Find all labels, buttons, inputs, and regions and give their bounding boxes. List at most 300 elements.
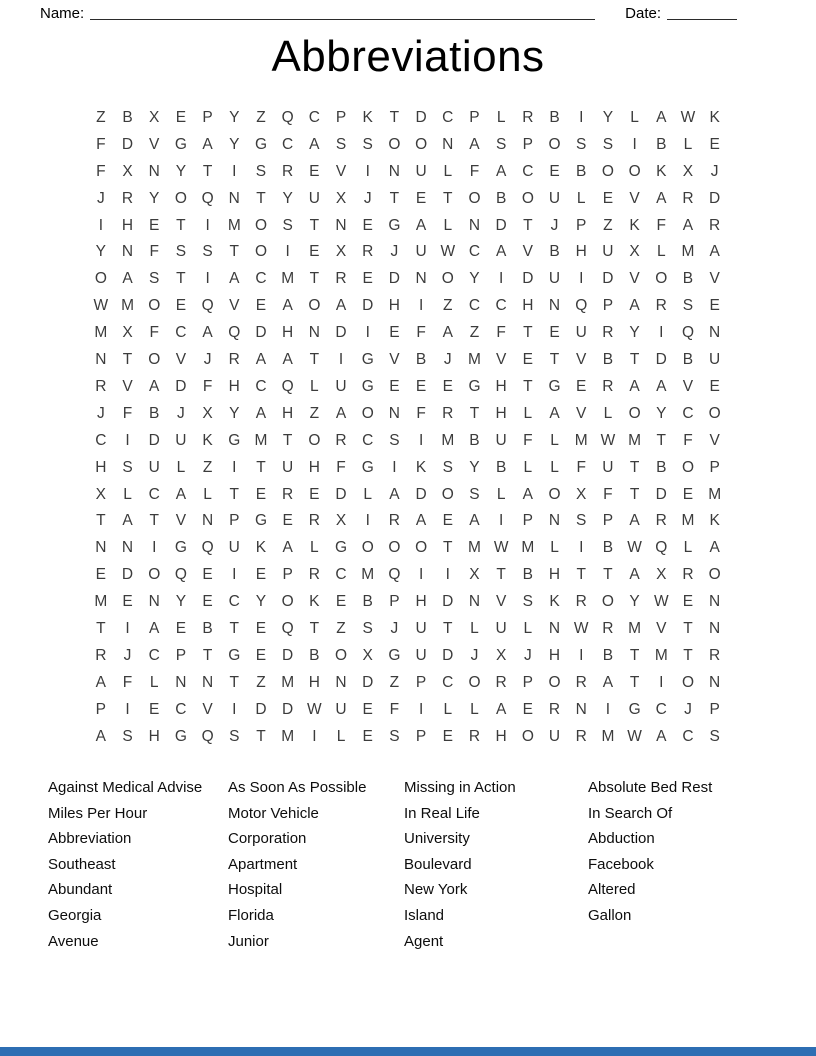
grid-letter: Z [256, 673, 266, 691]
grid-letter: O [628, 162, 641, 180]
grid-letter: I [232, 162, 237, 180]
grid-letter: E [389, 324, 400, 342]
grid-letter: R [282, 485, 294, 503]
grid-letter: Z [202, 458, 213, 476]
grid-letter: E [682, 485, 694, 503]
grid-letter: A [629, 512, 640, 530]
grid-letter: A [229, 270, 240, 288]
grid-letter: I [365, 162, 370, 180]
grid-letter: J [523, 646, 532, 664]
grid-letter: A [149, 377, 160, 395]
grid-letter: M [254, 431, 268, 449]
grid-letter: N [468, 593, 481, 611]
grid-letter: J [443, 351, 452, 369]
grid-letter: B [469, 431, 480, 449]
grid-letter: B [202, 619, 213, 637]
grid-letter: S [709, 727, 720, 745]
grid-letter: Y [602, 109, 614, 127]
grid-letter: I [125, 700, 130, 718]
grid-letter: S [522, 593, 534, 611]
grid-letter: O [415, 539, 428, 557]
grid-letter: B [522, 566, 534, 584]
grid-letter: F [496, 324, 506, 342]
grid-letter: A [469, 512, 480, 530]
grid-letter: T [96, 619, 106, 637]
grid-letter: N [388, 162, 400, 180]
grid-letter: L [310, 539, 319, 557]
grid-letter: O [335, 646, 348, 664]
grid-letter: U [335, 700, 347, 718]
grid-letter: V [495, 593, 507, 611]
grid-letter: N [548, 619, 561, 637]
grid-letter: T [523, 324, 533, 342]
grid-letter: E [255, 619, 267, 637]
word-list [0, 775, 816, 954]
grid-letter: T [683, 646, 693, 664]
grid-letter: E [175, 109, 187, 127]
grid-letter: I [338, 351, 344, 369]
grid-letter: F [389, 700, 400, 718]
grid-letter: B [415, 351, 427, 369]
grid-letter: C [468, 297, 481, 315]
word-list-item: Boulevard [404, 855, 472, 873]
grid-letter: H [548, 646, 561, 664]
grid-letter: A [309, 135, 320, 153]
grid-letter: X [122, 324, 133, 342]
grid-letter: Z [603, 216, 613, 234]
grid-letter: L [550, 431, 559, 449]
grid-letter: V [335, 162, 347, 180]
grid-letter: P [335, 109, 347, 127]
grid-letter: T [389, 109, 400, 127]
grid-letter: R [602, 324, 614, 342]
grid-letter: B [602, 646, 614, 664]
grid-letter: M [121, 297, 134, 315]
grid-letter: N [175, 673, 187, 691]
grid-letter: T [523, 377, 533, 395]
grid-letter: E [149, 216, 160, 234]
grid-letter: S [202, 243, 213, 261]
grid-letter: C [95, 431, 107, 449]
grid-letter: I [365, 324, 370, 342]
word-list-item: Motor Vehicle [228, 804, 319, 822]
header [0, 0, 816, 22]
grid-letter: Q [281, 619, 294, 637]
grid-letter: N [442, 135, 454, 153]
grid-letter: P [415, 727, 427, 745]
grid-letter: N [468, 216, 481, 234]
grid-letter: Z [256, 109, 266, 127]
grid-letter: R [388, 512, 400, 530]
grid-letter: R [468, 727, 481, 745]
grid-letter: Y [255, 593, 267, 611]
grid-letter: D [335, 324, 347, 342]
date-label: Date: [625, 5, 661, 22]
grid-letter: P [202, 109, 213, 127]
grid-letter: L [443, 162, 453, 180]
grid-letter: N [548, 512, 561, 530]
grid-letter: K [709, 109, 720, 127]
grid-letter: O [361, 539, 374, 557]
grid-letter: V [576, 351, 587, 369]
grid-letter: Y [656, 404, 667, 422]
grid-letter: G [254, 512, 267, 530]
grid-letter: L [149, 673, 159, 691]
grid-letter: L [443, 700, 453, 718]
grid-letter: H [548, 566, 561, 584]
grid-letter: W [440, 243, 456, 261]
grid-letter: T [309, 351, 320, 369]
grid-letter: Y [229, 404, 240, 422]
grid-letter: U [575, 324, 587, 342]
grid-letter: P [709, 458, 720, 476]
grid-letter: E [255, 485, 267, 503]
grid-letter: V [175, 512, 187, 530]
word-list-item: New York [404, 881, 468, 899]
grid-letter: R [522, 109, 534, 127]
grid-letter: T [202, 162, 213, 180]
grid-letter: V [656, 619, 667, 637]
grid-letter: E [309, 485, 320, 503]
grid-letter: O [254, 243, 267, 261]
grid-letter: D [121, 566, 134, 584]
grid-letter: C [522, 162, 534, 180]
grid-letter: C [308, 109, 320, 127]
grid-letter: X [335, 243, 347, 261]
grid-letter: A [522, 485, 534, 503]
grid-letter: J [390, 619, 399, 637]
grid-letter: D [362, 297, 374, 315]
grid-letter: U [308, 189, 320, 207]
grid-letter: S [149, 270, 160, 288]
word-list-item: Apartment [228, 855, 298, 873]
grid-letter: K [629, 216, 640, 234]
grid-letter: C [335, 566, 347, 584]
word-list-item: Junior [228, 932, 269, 950]
grid-letter: D [415, 485, 427, 503]
grid-letter: F [656, 216, 667, 234]
grid-letter: C [468, 243, 481, 261]
grid-letter: S [335, 135, 347, 153]
grid-letter: T [256, 189, 266, 207]
grid-letter: M [94, 593, 108, 611]
grid-letter: I [285, 243, 290, 261]
grid-letter: I [392, 458, 397, 476]
grid-letter: J [684, 700, 692, 718]
grid-letter: S [389, 727, 400, 745]
grid-letter: R [575, 673, 587, 691]
grid-letter: C [282, 135, 294, 153]
grid-letter: A [255, 404, 267, 422]
grid-letter: L [336, 727, 346, 745]
word-list-item: In Search Of [588, 804, 673, 822]
grid-letter: R [282, 162, 294, 180]
grid-letter: M [468, 351, 481, 369]
grid-letter: K [362, 109, 373, 127]
grid-letter: E [389, 377, 400, 395]
grid-letter: W [600, 431, 616, 449]
grid-letter: D [442, 593, 454, 611]
grid-letter: E [362, 270, 373, 288]
grid-letter: L [603, 404, 613, 422]
grid-letter: O [601, 162, 614, 180]
grid-letter: P [602, 512, 614, 530]
grid-letter: O [148, 566, 161, 584]
grid-letter: R [121, 189, 134, 207]
word-list-item: Avenue [48, 932, 99, 950]
grid-letter: H [282, 404, 294, 422]
grid-letter: U [335, 377, 347, 395]
grid-letter: B [149, 404, 160, 422]
grid-letter: N [709, 593, 721, 611]
grid-letter: Y [175, 593, 187, 611]
grid-letter: T [576, 566, 586, 584]
grid-letter: B [682, 270, 694, 288]
grid-letter: Q [575, 297, 588, 315]
grid-letter: N [228, 189, 240, 207]
grid-letter: W [493, 539, 509, 557]
grid-letter: Z [309, 404, 320, 422]
grid-letter: S [576, 135, 587, 153]
grid-letter: X [149, 109, 160, 127]
grid-letter: C [175, 324, 187, 342]
grid-letter: F [122, 673, 133, 691]
grid-letter: U [415, 162, 427, 180]
grid-letter: N [121, 539, 134, 557]
word-list-item: Corporation [228, 830, 307, 848]
grid-letter: F [603, 485, 613, 503]
grid-letter: P [522, 135, 534, 153]
grid-letter: E [709, 377, 720, 395]
grid-letter: T [202, 646, 213, 664]
grid-letter: E [549, 324, 560, 342]
grid-letter: O [628, 404, 641, 422]
grid-letter: A [629, 566, 640, 584]
grid-letter: W [573, 619, 589, 637]
grid-letter: T [389, 189, 400, 207]
grid-letter: E [442, 512, 453, 530]
grid-letter: K [709, 512, 720, 530]
grid-letter: H [495, 377, 507, 395]
grid-letter: Y [175, 162, 187, 180]
grid-letter: D [148, 431, 160, 449]
grid-letter: P [469, 109, 480, 127]
grid-letter: T [443, 189, 453, 207]
grid-letter: O [468, 673, 481, 691]
grid-letter: H [388, 297, 400, 315]
grid-letter: C [495, 297, 507, 315]
grid-letter: H [495, 404, 507, 422]
grid-letter: F [122, 404, 133, 422]
grid-letter: P [522, 673, 534, 691]
grid-letter: V [576, 404, 587, 422]
grid-letter: Q [201, 727, 214, 745]
grid-letter: A [175, 485, 187, 503]
grid-letter: O [388, 539, 401, 557]
grid-letter: G [228, 646, 241, 664]
grid-letter: I [125, 619, 130, 637]
grid-letter: N [148, 593, 160, 611]
grid-letter: L [523, 619, 533, 637]
grid-letter: A [602, 673, 614, 691]
word-list-item: Missing in Action [404, 778, 516, 796]
grid-letter: W [627, 539, 642, 557]
grid-letter: P [709, 700, 720, 718]
grid-letter: I [659, 324, 664, 342]
grid-letter: C [362, 431, 374, 449]
grid-letter: B [549, 109, 560, 127]
grid-letter: D [522, 270, 534, 288]
grid-letter: L [203, 485, 212, 503]
grid-letter: F [416, 404, 426, 422]
grid-letter: E [522, 700, 534, 718]
grid-letter: E [122, 593, 133, 611]
grid-letter: A [122, 512, 133, 530]
grid-letter: O [174, 189, 187, 207]
grid-letter: U [148, 458, 160, 476]
word-list-item: Abduction [588, 830, 655, 848]
grid-letter: T [256, 458, 266, 476]
word-list-item: Against Medical Advise [48, 778, 203, 796]
grid-letter: A [629, 377, 640, 395]
grid-letter: T [309, 216, 320, 234]
name-blank-line [90, 5, 595, 20]
grid-letter: A [282, 351, 293, 369]
grid-letter: S [495, 135, 507, 153]
grid-letter: N [121, 243, 134, 261]
grid-letter: M [681, 243, 695, 261]
grid-letter: R [308, 566, 320, 584]
grid-letter: C [442, 109, 454, 127]
grid-letter: C [682, 404, 694, 422]
grid-letter: B [682, 351, 694, 369]
grid-letter: L [496, 485, 506, 503]
grid-letter: A [95, 673, 107, 691]
grid-letter: I [232, 458, 237, 476]
grid-letter: C [655, 700, 667, 718]
grid-letter: O [708, 404, 721, 422]
grid-letter: I [418, 431, 424, 449]
grid-letter: I [418, 566, 424, 584]
grid-letter: X [95, 485, 107, 503]
grid-letter: A [122, 270, 133, 288]
grid-letter: A [282, 539, 293, 557]
grid-letter: V [175, 351, 187, 369]
grid-letter: S [175, 243, 187, 261]
word-list-item: Southeast [48, 855, 116, 873]
grid-letter: L [310, 377, 319, 395]
word-list-item: Island [404, 906, 445, 924]
grid-letter: N [415, 270, 427, 288]
grid-letter: U [415, 646, 427, 664]
grid-letter: L [683, 135, 693, 153]
grid-letter: F [96, 135, 106, 153]
grid-letter: R [709, 216, 721, 234]
grid-letter: Q [681, 324, 694, 342]
grid-letter: I [232, 700, 237, 718]
word-list-item: As Soon As Possible [228, 778, 367, 796]
word-list-item: Florida [228, 906, 274, 924]
grid-letter: P [522, 512, 534, 530]
grid-letter: U [282, 458, 294, 476]
grid-letter: E [255, 566, 267, 584]
grid-letter: M [708, 485, 722, 503]
grid-letter: O [308, 297, 321, 315]
grid-letter: D [655, 485, 667, 503]
word-list-item: Gallon [588, 906, 632, 924]
grid-letter: P [282, 566, 293, 584]
grid-letter: M [521, 539, 535, 557]
grid-letter: Y [469, 270, 480, 288]
grid-letter: P [175, 646, 187, 664]
grid-letter: J [203, 351, 212, 369]
word-list-item: Georgia [48, 906, 102, 924]
grid-letter: A [415, 216, 427, 234]
grid-letter: H [495, 727, 507, 745]
grid-letter: H [282, 324, 294, 342]
grid-letter: O [655, 270, 668, 288]
word-list-column [228, 775, 404, 954]
grid-letter: T [149, 512, 159, 530]
grid-letter: C [255, 377, 267, 395]
grid-letter: T [229, 673, 240, 691]
grid-letter: O [548, 673, 561, 691]
grid-letter: I [365, 512, 370, 530]
grid-letter: X [122, 162, 133, 180]
grid-letter: I [418, 700, 424, 718]
grid-letter: M [574, 431, 588, 449]
grid-letter: L [523, 404, 533, 422]
grid-letter: R [575, 593, 587, 611]
grid-letter: L [576, 189, 586, 207]
grid-letter: R [495, 673, 507, 691]
grid-letter: E [309, 162, 320, 180]
word-list-item: University [404, 830, 470, 848]
grid-letter: G [388, 216, 401, 234]
grid-letter: L [656, 243, 666, 261]
grid-letter: N [388, 404, 400, 422]
grid-letter: C [682, 727, 694, 745]
grid-letter: Q [281, 377, 294, 395]
grid-letter: M [361, 566, 375, 584]
grid-letter: D [335, 485, 347, 503]
grid-letter: R [95, 646, 107, 664]
grid-letter: K [415, 458, 427, 476]
grid-letter: O [281, 593, 294, 611]
grid-letter: L [470, 619, 479, 637]
grid-letter: V [495, 351, 507, 369]
grid-letter: F [683, 431, 693, 449]
word-list-item: Abundant [48, 881, 113, 899]
grid-letter: Q [201, 189, 214, 207]
grid-letter: T [229, 619, 240, 637]
grid-letter: O [521, 189, 534, 207]
grid-letter: W [653, 593, 669, 611]
grid-letter: R [682, 189, 694, 207]
grid-letter: B [549, 243, 560, 261]
grid-letter: S [255, 162, 267, 180]
grid-letter: S [389, 431, 400, 449]
grid-letter: O [308, 431, 321, 449]
grid-letter: E [442, 727, 453, 745]
grid-letter: B [309, 646, 320, 664]
grid-letter: H [415, 593, 427, 611]
grid-letter: U [495, 431, 507, 449]
grid-letter: T [443, 619, 453, 637]
grid-letter: J [363, 189, 372, 207]
grid-letter: M [654, 646, 668, 664]
word-list-item: Absolute Bed Rest [588, 778, 713, 796]
